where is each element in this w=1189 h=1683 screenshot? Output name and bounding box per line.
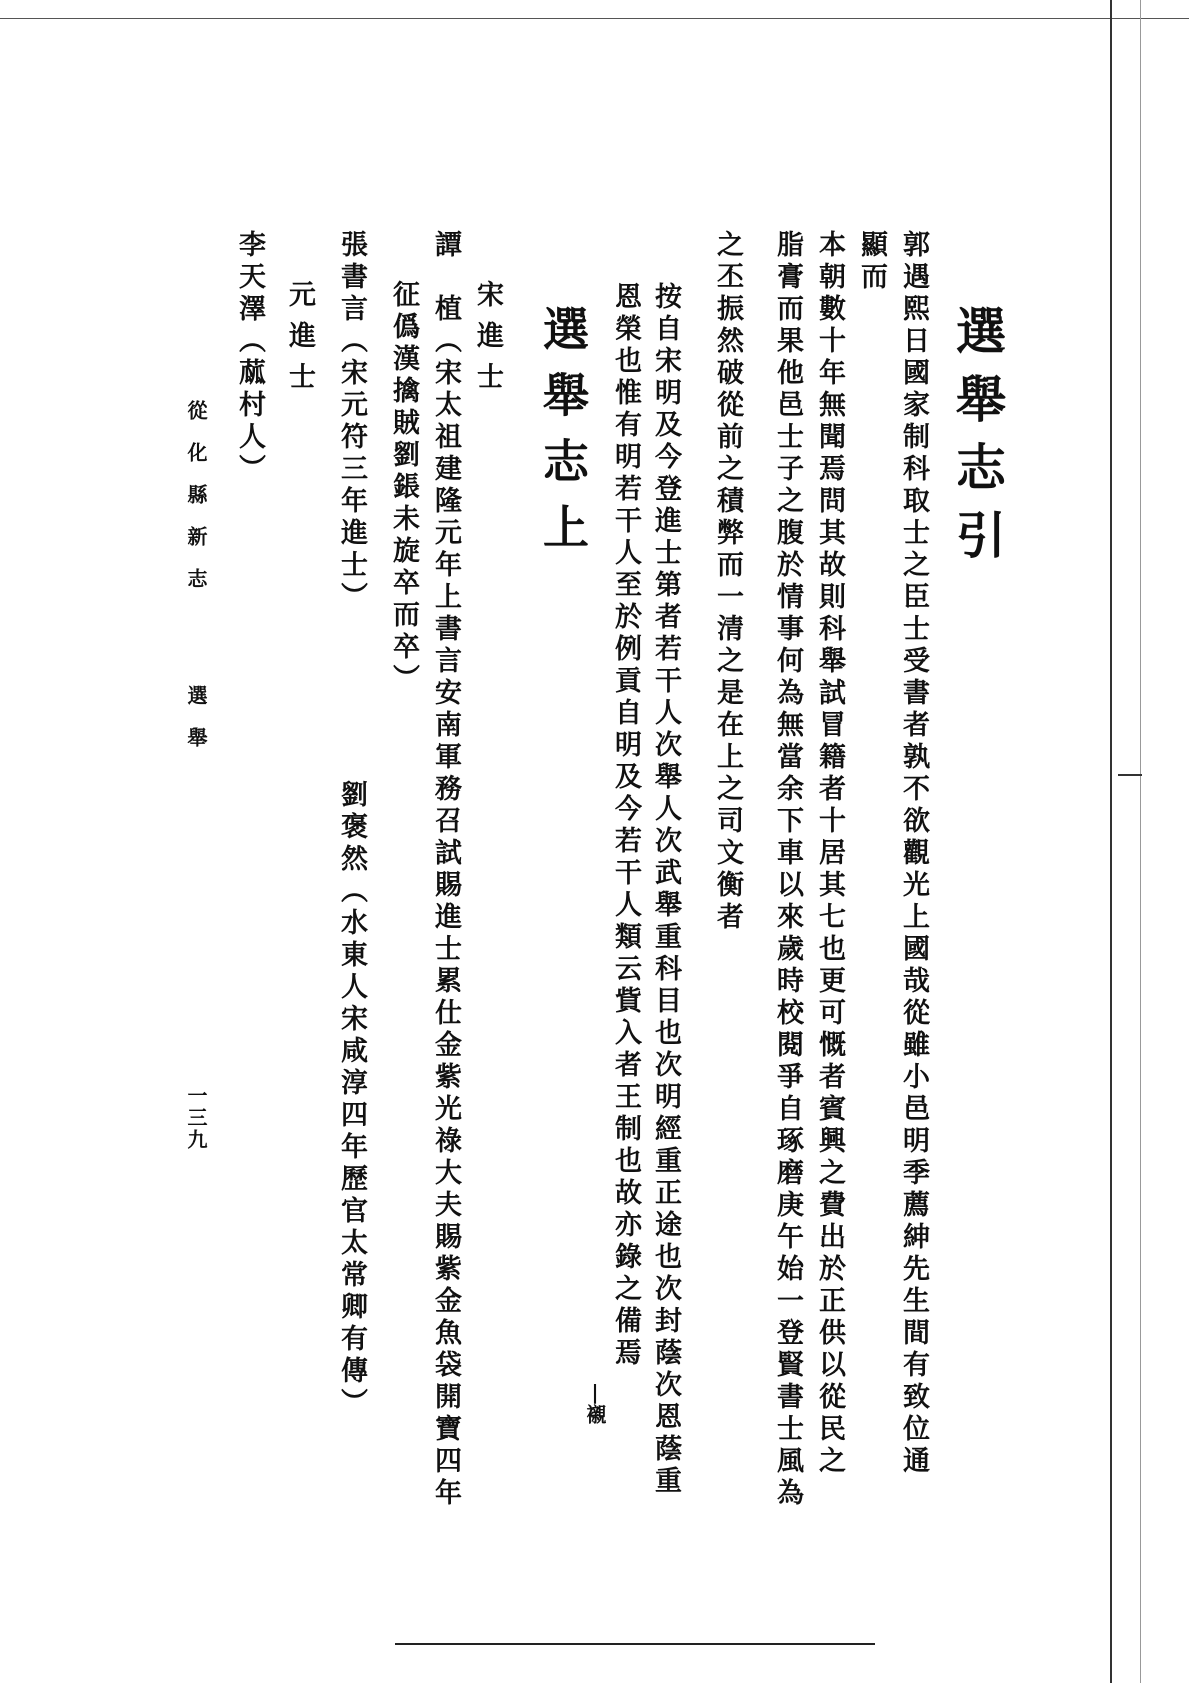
intro-line-3: 本朝數十年無聞焉問其故則科舉試冒籍者十居其七也更可慨者賓興之費出於正供以從民之 bbox=[814, 230, 845, 1478]
category-yuan-jinshi: 元進士 bbox=[284, 280, 315, 403]
entry-zhang-shuyan: 張書言（宋元符三年進士） bbox=[336, 230, 367, 614]
note-line-1: 按自宋明及今登進士第者若干人次舉人次武舉重科目也次明經重正途也次封蔭次恩蔭重 bbox=[650, 282, 681, 1498]
page-edge-line-outer bbox=[1140, 0, 1141, 1683]
category-song-jinshi: 宋進士 bbox=[472, 280, 503, 403]
top-border bbox=[0, 18, 1189, 19]
section-heading: 選舉志上 bbox=[536, 305, 590, 569]
intro-line-5: 之丕振然破從前之積弊而一清之是在上之司文衡者 bbox=[712, 230, 743, 934]
footer-page-number: 一三九 bbox=[184, 1085, 208, 1151]
marginal-mark: |襯 bbox=[583, 1380, 607, 1424]
note-line-2: 恩榮也惟有明若干人至於例貢自明及今若干人類云貲入者王制也故亦錄之備焉 bbox=[610, 282, 641, 1370]
footer-book-title: 從化縣新志 bbox=[184, 400, 208, 610]
intro-line-4: 脂膏而果他邑士子之腹於情事何為無當余下車以來歲時校閱爭自琢磨庚午始一登賢書士風為 bbox=[772, 230, 803, 1510]
entry-tan-zhi-continued: 征僞漢擒賊劉鋹未旋卒而卒） bbox=[388, 280, 419, 696]
intro-line-2: 顯而 bbox=[856, 230, 887, 294]
entry-li-tianze: 李天澤（蓏村人） bbox=[234, 230, 265, 486]
footer-chapter: 選舉 bbox=[184, 685, 208, 769]
page-edge-line bbox=[1110, 0, 1112, 1683]
entry-tan-zhi: 譚 植（宋太祖建隆元年上書言安南軍務召試賜進士累仕金紫光祿大夫賜紫金魚袋開寶四年 bbox=[430, 230, 461, 1510]
intro-line-1: 郭遇熙日國家制科取士之臣士受書者孰不欲觀光上國哉從雖小邑明季薦紳先生間有致位通 bbox=[898, 230, 929, 1478]
edge-mark bbox=[1118, 774, 1142, 776]
bottom-rule bbox=[395, 1643, 875, 1645]
entry-liu-baoran: 劉褒然（水東人宋咸淳四年歷官太常卿有傳） bbox=[336, 780, 367, 1420]
document-title: 選舉志引 bbox=[948, 305, 1007, 577]
